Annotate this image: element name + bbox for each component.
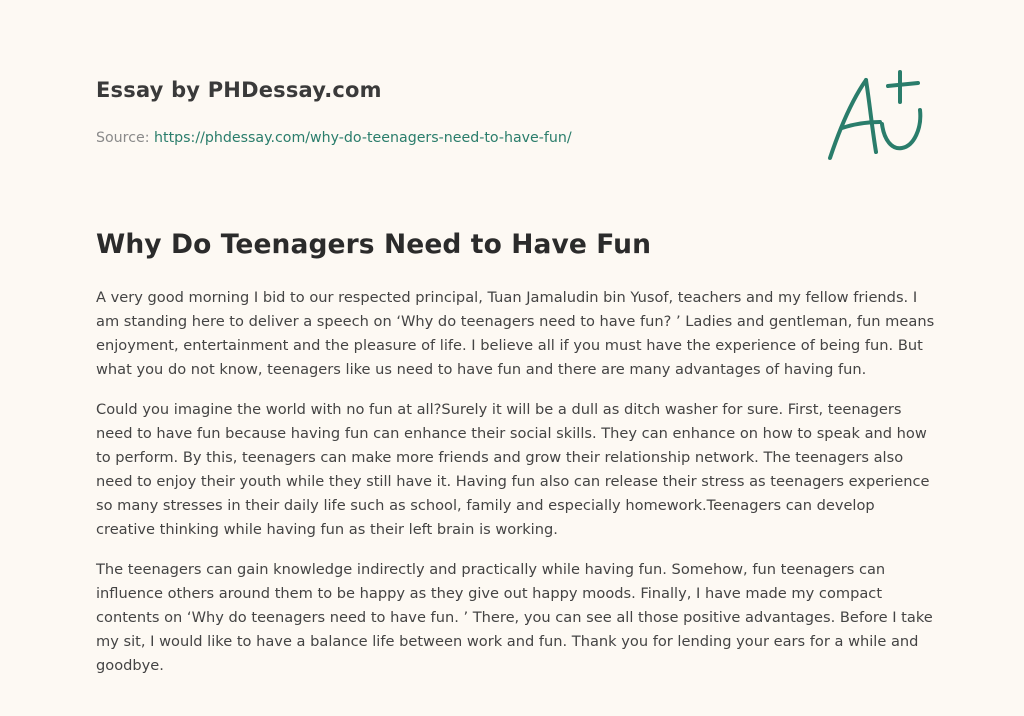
essay-paragraph: The teenagers can gain knowledge indirectly and practically while having fun. Somehow, fun teenagers can influence others around them to be happy as they give out happy moods. Finally, I have made my compact contents on ‘Why do teenagers need to have fun. ’ There, you can see all those positive advantages. Before I take my sit, I would like to have a balance life between work and fun. Thank you for lending your ears for a while and goodbye.	[96, 561, 933, 674]
brand-name: Essay by PHDessay.com	[96, 78, 382, 102]
essay-body	[96, 286, 936, 694]
source-line	[96, 128, 856, 148]
essay-paragraph: Could you imagine the world with no fun at all?Surely it will be a dull as ditch washer for sure. First, teenagers need to have fun because having fun can enhance their social skills. They can enhance on how to speak and how to perform. By this, teenagers can make more friends and grow their relationship network. The teenagers also need to enjoy their youth while they still have it. Having fun also can release their stress as teenagers experience so many stresses in their daily life such as school, family and especially homework.Teenagers can develop creative thinking while having fun as their left brain is working.	[96, 401, 930, 538]
source-link[interactable]: https://phdessay.com/why-do-teenagers-need-to-have-fun/	[154, 130, 572, 146]
source-label: Source:	[96, 130, 150, 146]
a-plus-grade-icon	[818, 66, 930, 166]
essay-title: Why Do Teenagers Need to Have Fun	[96, 229, 652, 260]
document-header	[96, 76, 856, 148]
essay-paragraph: A very good morning I bid to our respected principal, Tuan Jamaludin bin Yusof, teachers and my fellow friends. I am standing here to deliver a speech on ‘Why do teenagers need to have fun? ’ Ladies and gentleman, fun means enjoyment, entertainment and the pleasure of life. I believe all if you must have the experience of being fun. But what you do not know, teenagers like us need to have fun and there are many advantages of having fun.	[96, 289, 935, 378]
